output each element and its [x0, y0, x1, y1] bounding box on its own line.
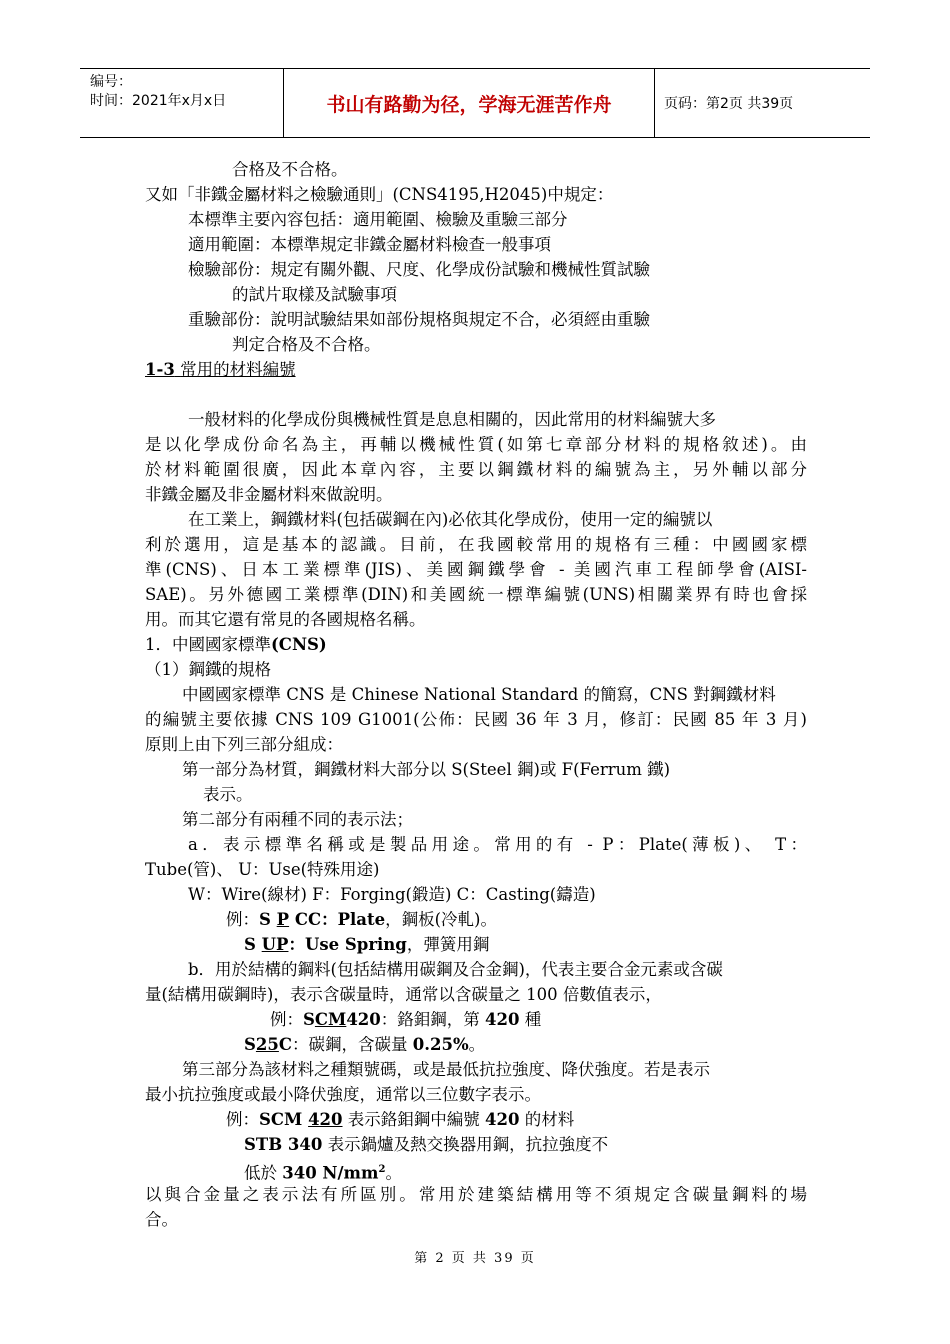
example-code-underlined: 420	[308, 1110, 343, 1129]
text-line: 表示。	[203, 785, 253, 804]
text-line: 是以化學成份命名為主，再輔以機械性質(如第七章部分材料的規格敘述)。由	[145, 435, 807, 454]
text-line: 第二部分有兩種不同的表示法；	[182, 810, 413, 829]
text-line: 又如「非鐵金屬材料之檢驗通則」(CNS4195,H2045)中規定：	[145, 185, 614, 204]
example-number: 0.25%	[412, 1035, 469, 1054]
example-desc: ，鋼板(冷軋)。	[385, 910, 497, 929]
text-line: 中國國家標準 CNS 是 Chinese National Standard 的簡寫，CNS 對鋼鐵材料	[182, 685, 776, 704]
header-page-info: 页码：第2页 共39页	[664, 96, 794, 112]
example-code-underlined: 25	[255, 1035, 279, 1054]
subheading-text: 1．中國國家標準	[145, 635, 271, 654]
number-label: 编号：	[90, 74, 132, 90]
example-code-underlined: P	[276, 910, 290, 929]
example-desc: ，彈簧用鋼	[406, 935, 490, 954]
example-desc: ：鉻鉬鋼，第	[380, 1010, 486, 1029]
example-code: SCM	[259, 1110, 309, 1129]
example-scm-420	[226, 1108, 574, 1132]
example-desc: 。	[385, 1163, 402, 1183]
example-desc: 表示鍋爐及熱交換器用鋼，抗拉強度不	[322, 1135, 609, 1154]
header-motto: 书山有路勤为径，学海无涯苦作舟	[283, 69, 655, 137]
text-line: 適用範圍：本標準規定非鐵金屬材料檢查一般事項	[188, 235, 551, 254]
text-line: SAE)。另外德國工業標準(DIN)和美國統一標準編號(UNS)相關業界有時也會採	[145, 585, 807, 604]
example-number: 340 N/mm	[282, 1163, 379, 1183]
text-line: 檢驗部份：規定有關外觀、尺度、化學成份試驗和機械性質試驗	[188, 260, 650, 279]
example-code: CC：Plate	[289, 910, 386, 929]
text-line: 第一部分為材質，鋼鐵材料大部分以 S(Steel 鋼)或 F(Ferrum 鐵)	[182, 760, 671, 779]
text-line: 準(CNS)、日本工業標準(JIS)、美國鋼鐵學會 - 美國汽車工程師學會(AISI-	[145, 560, 807, 579]
example-code: S	[244, 1035, 256, 1054]
text-line: b．用於結構的鋼料(包括結構用碳鋼及合金鋼)，代表主要合金元素或含碳	[188, 960, 723, 979]
text-line: 利於選用，這是基本的認識。目前，在我國較常用的規格有三種：中國國家標	[145, 535, 807, 554]
example-number: 420	[485, 1010, 520, 1029]
example-code: ：Use Spring	[288, 935, 407, 954]
superscript: 2	[378, 1164, 386, 1175]
example-code-underlined: UP	[261, 935, 289, 954]
text-line: 用。而其它還有常見的各國規格名稱。	[145, 610, 426, 629]
example-stb340	[244, 1133, 608, 1157]
text-line: 重驗部份：說明試驗結果如部份規格與規定不合，必須經由重驗	[188, 310, 650, 329]
text-line: 以與合金量之表示法有所區別。常用於建築結構用等不須規定含碳量鋼料的場	[145, 1185, 807, 1204]
text-line: 非鐵金屬及非金屬材料來做說明。	[145, 485, 393, 504]
subheading-steel-spec: （1）鋼鐵的規格	[145, 660, 271, 679]
text-line: W：Wire(線材) F：Forging(鍛造) C：Casting(鑄造)	[188, 885, 596, 904]
example-s25c	[244, 1033, 485, 1057]
page-footer: 第 2 页 共 39 页	[414, 1251, 536, 1266]
text-line: 合格及不合格。	[232, 160, 348, 179]
example-code: S	[303, 1010, 315, 1029]
example-code: STB 340	[244, 1135, 323, 1154]
text-line: 於材料範圍很廣，因此本章內容，主要以鋼鐵材料的編號為主，另外輔以部分	[145, 460, 807, 479]
subheading-bold: (CNS)	[271, 635, 327, 654]
text-line: 最小抗拉強度或最小降伏強度，通常以三位數字表示。	[145, 1085, 541, 1104]
text-line: 判定合格及不合格。	[232, 335, 381, 354]
text-line: 本標準主要內容包括：適用範圍、檢驗及重驗三部分	[188, 210, 568, 229]
example-desc: 的材料	[519, 1110, 575, 1129]
example-code-underlined: CM	[314, 1010, 347, 1029]
text-line: 的編號主要依據 CNS 109 G1001(公佈：民國 36 年 3 月，修訂：民國 85 年 3 月)	[145, 710, 807, 729]
example-code: 420	[346, 1010, 381, 1029]
section-title: 常用的材料編號	[180, 360, 296, 379]
text-line: 在工業上，鋼鐵材料(包括碳鋼在內)必依其化學成份，使用一定的編號以	[188, 510, 713, 529]
example-strength	[244, 1158, 402, 1186]
text-line: Tube(管)、 U：Use(特殊用途)	[145, 860, 380, 879]
text-line: 第三部分為該材料之種類號碼，或是最低抗拉強度、降伏強度。若是表示	[182, 1060, 710, 1079]
time-label: 时间：2021年x月x日	[90, 93, 227, 109]
example-prefix: 例：	[270, 1010, 303, 1029]
header-meta	[80, 69, 283, 137]
example-code: S	[259, 910, 277, 929]
example-prefix: 例：	[226, 910, 259, 929]
text-line: 的試片取樣及試驗事項	[232, 285, 397, 304]
section-number: 1-3	[145, 360, 175, 379]
text-line: 原則上由下列三部分組成：	[145, 735, 343, 754]
example-number: 420	[485, 1110, 520, 1129]
example-desc: ：碳鋼，含碳量	[292, 1035, 413, 1054]
example-desc: 低於	[244, 1163, 283, 1183]
example-desc: 種	[519, 1010, 542, 1029]
example-scm420	[270, 1008, 541, 1032]
subheading-cns	[145, 633, 327, 657]
example-code: C	[278, 1035, 293, 1054]
text-line: 一般材料的化學成份與機械性質是息息相關的，因此常用的材料編號大多	[188, 410, 716, 429]
section-heading	[145, 358, 296, 382]
text-line: 合。	[145, 1210, 178, 1229]
example-spcc	[226, 908, 497, 932]
example-code: S	[244, 935, 262, 954]
example-desc: 表示鉻鉬鋼中編號	[342, 1110, 486, 1129]
example-sup	[244, 933, 489, 957]
example-desc: 。	[468, 1035, 486, 1054]
text-line: a．表示標準名稱或是製品用途。常用的有 - P：Plate(薄板)、 T：	[188, 835, 807, 854]
example-prefix: 例：	[226, 1110, 259, 1129]
page-header	[80, 68, 870, 138]
text-line: 量(結構用碳鋼時)，表示含碳量時，通常以含碳量之 100 倍數值表示，	[145, 985, 662, 1004]
